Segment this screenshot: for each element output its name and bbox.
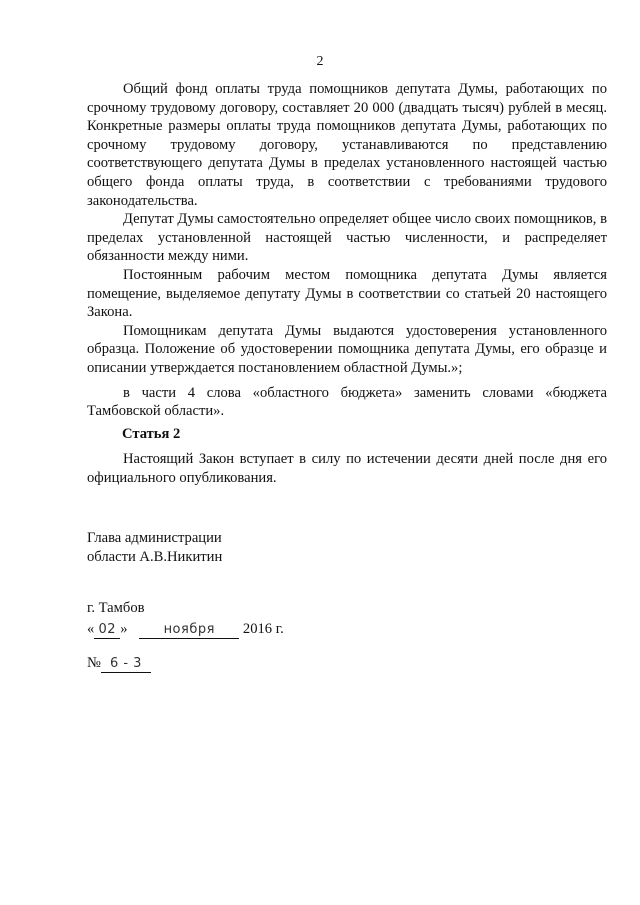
place-of-signing: г. Тамбов	[87, 600, 145, 616]
paragraph-part4-amendment: в части 4 слова «областного бюджета» заменить словами «бюджета Тамбовской области».	[87, 384, 607, 420]
registration-number: 6 - 3	[101, 655, 151, 673]
signature-line-1: Глава администрации	[87, 530, 222, 546]
number-sign: №	[87, 655, 101, 671]
document-body	[87, 80, 607, 421]
article-2-title: Статья 2	[122, 426, 181, 442]
article-2-text: Настоящий Закон вступает в силу по истечении десяти дней после дня его официального опубликования.	[87, 451, 607, 486]
date-close-quote: »	[120, 621, 128, 637]
paragraph-workplace: Постоянным рабочим местом помощника депутата Думы является помещение, выделяемое депутату Думы в соответствии со статьей 20 настоящего Закона.	[87, 266, 607, 321]
date-year: 2016 г.	[242, 621, 284, 637]
signature-line-2: области А.В.Никитин	[87, 548, 223, 565]
registration-number-line	[87, 655, 151, 673]
date-month: ноября	[139, 621, 239, 639]
signature-block	[87, 529, 222, 566]
date-open-quote: «	[87, 621, 95, 637]
date-line	[87, 621, 284, 639]
paragraph-wage-fund: Общий фонд оплаты труда помощников депутата Думы, работающих по срочному трудовому договору, составляет 20 000 (двадцать тысяч) рублей в месяц. Конкретные размеры оплаты труда помощников депутата Думы, работающих по срочному трудовому договору, устанавливаются по представлению соответствующего депутата Думы в пределах установленного настоящей частью общего фонда оплаты труда, в соответствии с требованиями трудового законодательства.	[87, 81, 607, 209]
date-day: 02	[94, 621, 120, 639]
page-number: 2	[316, 54, 324, 69]
paragraph-assistant-count: Депутат Думы самостоятельно определяет общее число своих помощников, в пределах установленной настоящей частью численности, и распределяет обязанности между ними.	[87, 211, 607, 265]
paragraph-certificates: Помощникам депутата Думы выдаются удостоверения установленного образца. Положение об удостоверении помощника депутата Думы, его образце и описании утверждается постановлением областной Думы.»;	[87, 322, 607, 376]
